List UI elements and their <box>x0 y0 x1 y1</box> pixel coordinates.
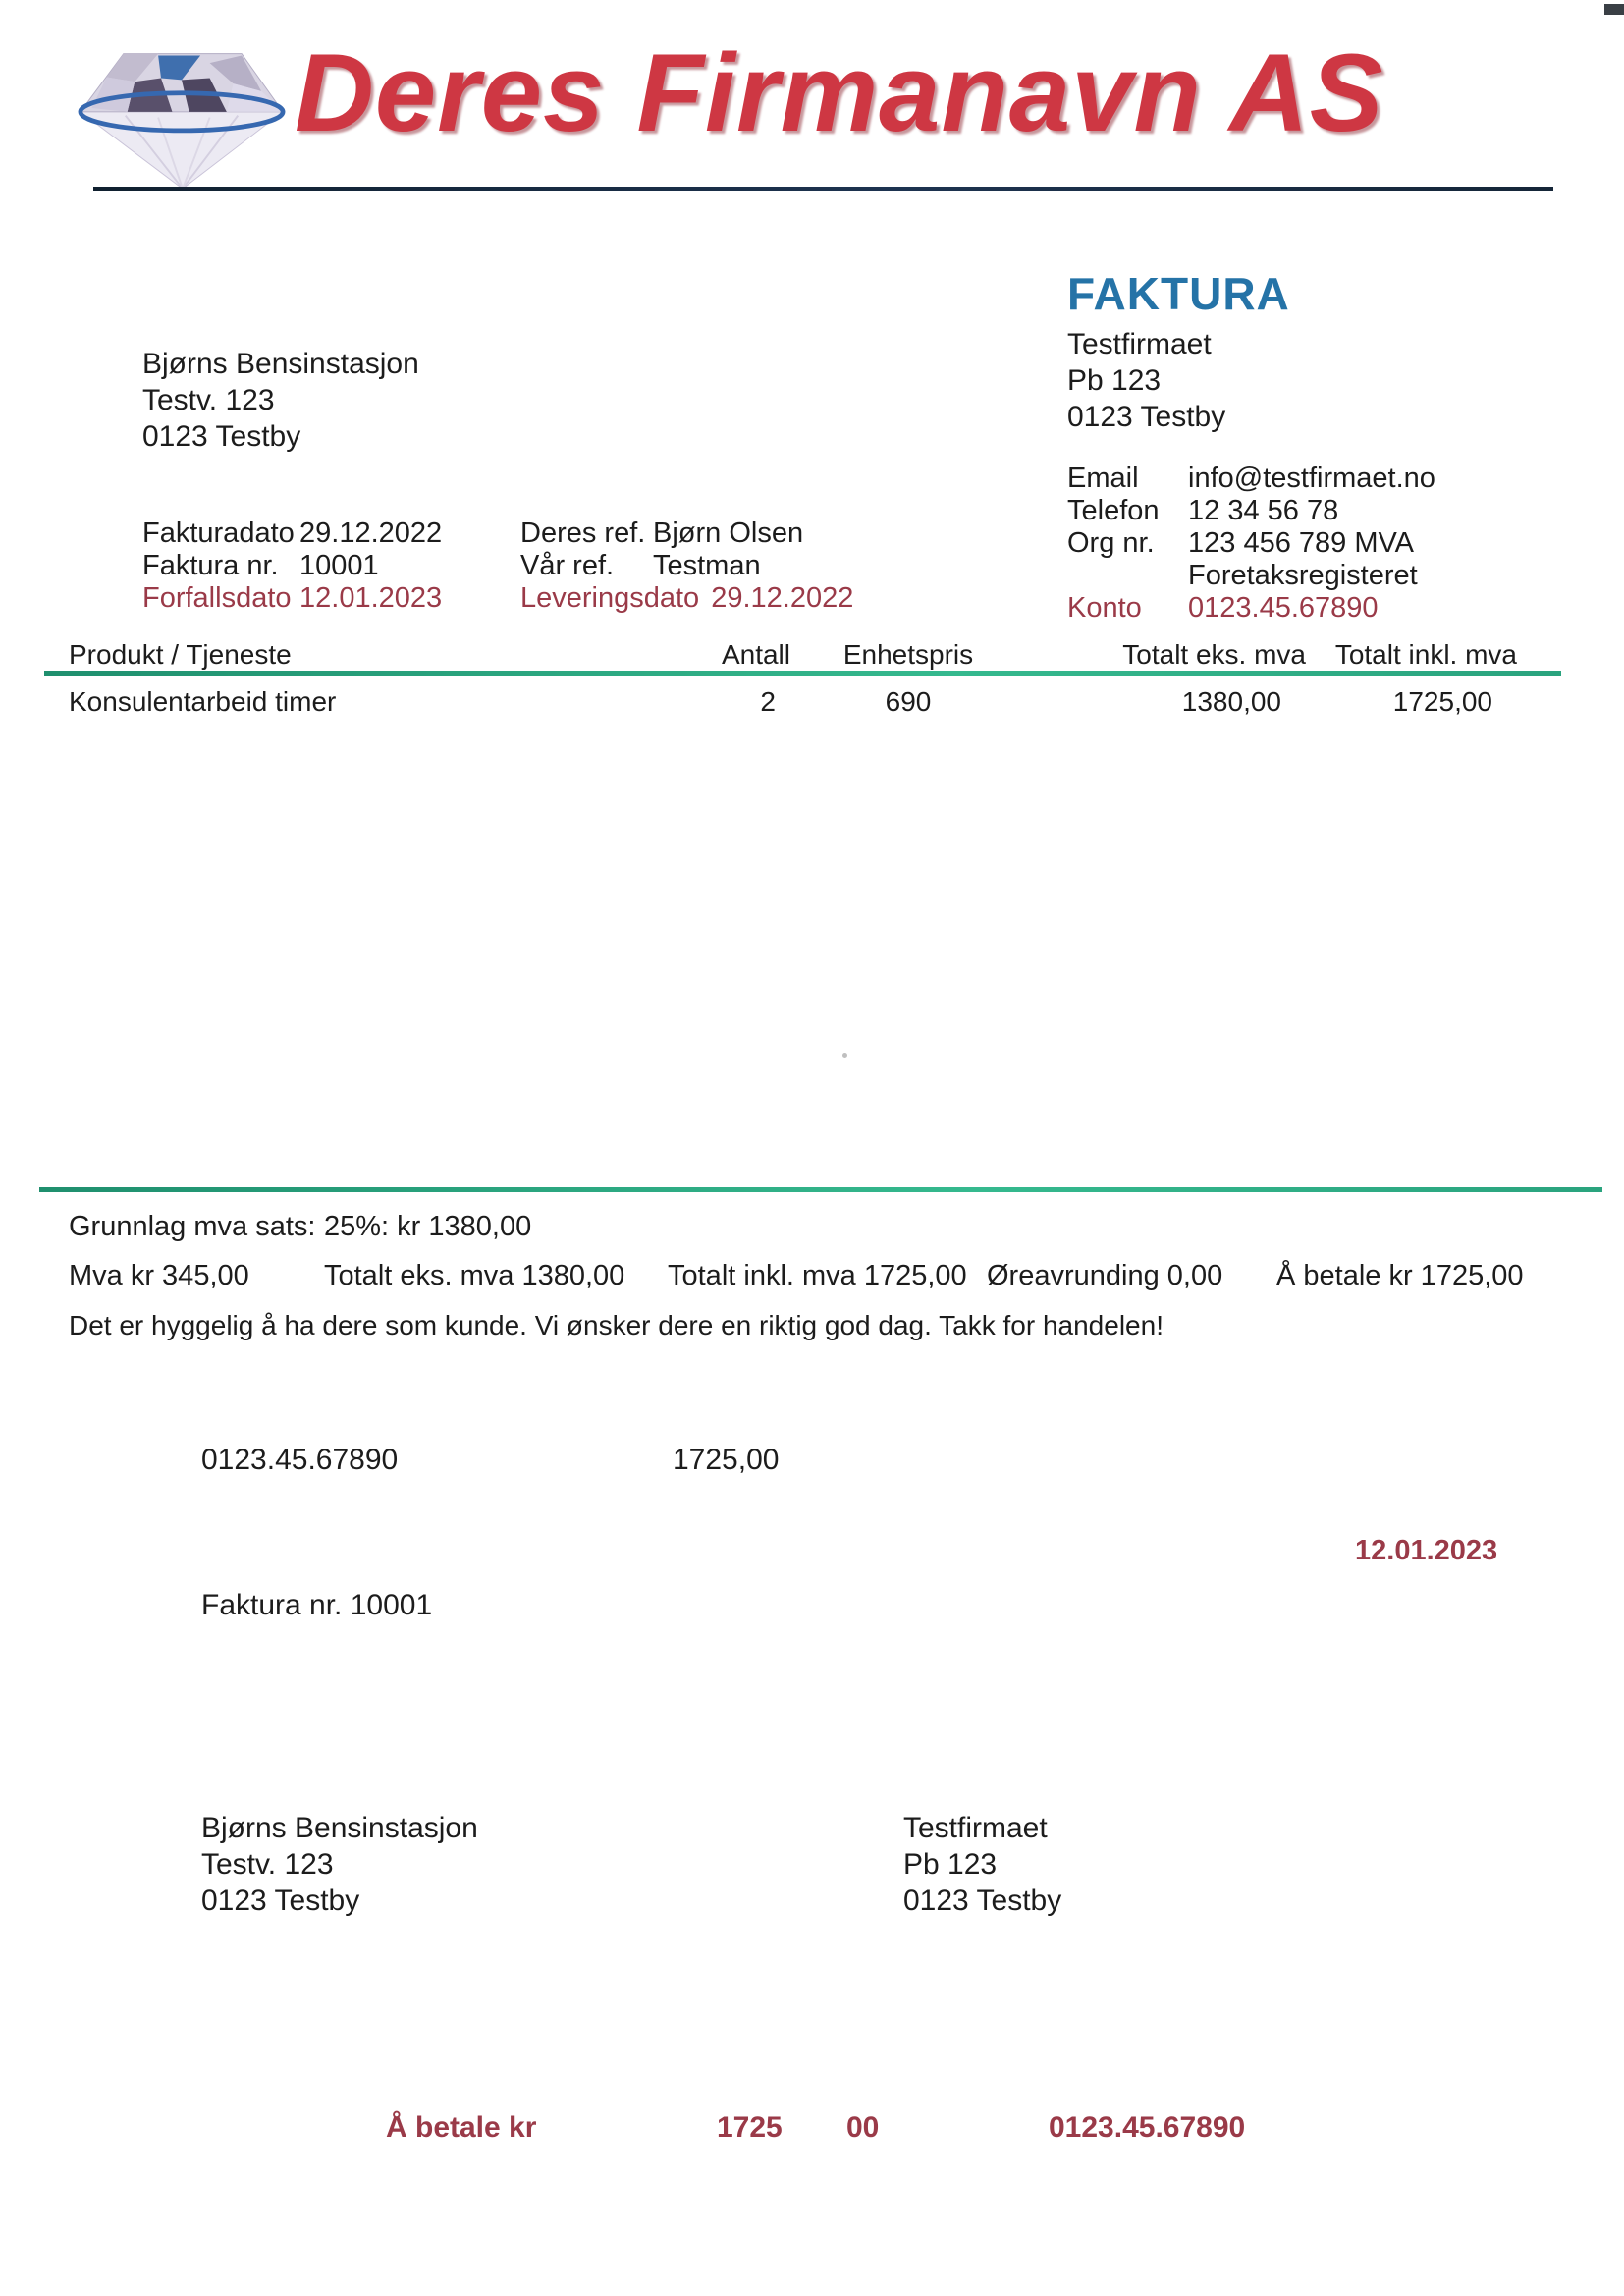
meta-label: Forfallsdato <box>142 582 292 614</box>
sender-street: Pb 123 <box>1067 364 1162 397</box>
recipient-address <box>142 346 419 455</box>
meta-value: Bjørn Olsen <box>653 518 804 549</box>
contact-label: Telefon <box>1067 495 1160 526</box>
meta-invoice-number <box>142 550 379 582</box>
meta-value: Testman <box>653 550 761 581</box>
cell-total-inc-vat: 1725,00 <box>1392 686 1492 717</box>
col-header-quantity: Antall <box>721 639 790 670</box>
cell-quantity: 2 <box>760 686 776 717</box>
cell-unit-price: 690 <box>885 686 932 717</box>
contact-phone <box>1067 495 1338 527</box>
meta-label: Leveringsdato <box>520 582 700 614</box>
scan-corner-artifact <box>1604 4 1624 15</box>
contact-orgnr <box>1067 527 1414 560</box>
col-header-product: Produkt / Tjeneste <box>69 639 292 670</box>
meta-value: 29.12.2022 <box>711 582 854 614</box>
meta-our-ref <box>520 550 761 582</box>
meta-label: Fakturadato <box>142 518 295 549</box>
meta-delivery-date <box>520 582 853 615</box>
cell-product: Konsulentarbeid timer <box>69 686 337 717</box>
meta-label: Vår ref. <box>520 550 615 581</box>
giro-account-number: 0123.45.67890 <box>201 1444 399 1476</box>
payee-name: Testfirmaet <box>903 1812 1048 1844</box>
contact-label: Org nr. <box>1067 527 1155 559</box>
payer-street: Testv. 123 <box>201 1848 334 1881</box>
col-header-unit-price: Enhetspris <box>842 639 974 670</box>
document-title: FAKTURA <box>1067 268 1290 319</box>
pay-line-ore: 00 <box>846 2111 880 2144</box>
summary-amount-due: Å betale kr 1725,00 <box>1276 1260 1524 1291</box>
scan-speck <box>842 1053 847 1058</box>
contact-value: info@testfirmaet.no <box>1188 463 1435 494</box>
vat-basis-value: 25%: kr 1380,00 <box>324 1211 532 1242</box>
sender-name: Testfirmaet <box>1067 328 1212 360</box>
recipient-name: Bjørns Bensinstasjon <box>142 348 419 380</box>
diamond-logo-icon <box>69 26 295 191</box>
meta-your-ref <box>520 518 803 550</box>
payee-city: 0123 Testby <box>903 1885 1062 1917</box>
meta-label: Deres ref. <box>520 518 646 549</box>
recipient-street: Testv. 123 <box>142 384 275 416</box>
summary-rounding: Øreavrunding 0,00 <box>987 1260 1223 1291</box>
contact-value: 0123.45.67890 <box>1188 592 1379 624</box>
col-header-total-ex-vat: Totalt eks. mva <box>1122 639 1306 670</box>
giro-amount: 1725,00 <box>673 1444 780 1476</box>
giro-due-date: 12.01.2023 <box>1355 1535 1498 1566</box>
pay-line-label: Å betale kr <box>386 2111 537 2144</box>
meta-value: 12.01.2023 <box>299 582 443 614</box>
contact-value: 12 34 56 78 <box>1188 495 1339 526</box>
thank-you-message: Det er hyggelig å ha dere som kunde. Vi ønsker dere en riktig god dag. Takk for handelen! <box>69 1310 1164 1340</box>
contact-email <box>1067 463 1435 495</box>
giro-payee-address <box>903 1810 1061 1919</box>
meta-value: 10001 <box>299 550 379 581</box>
meta-invoice-date <box>142 518 442 550</box>
table-header-divider <box>44 671 1561 676</box>
contact-register <box>1067 560 1418 592</box>
sender-city: 0123 Testby <box>1067 401 1226 433</box>
payee-street: Pb 123 <box>903 1848 998 1881</box>
summary-vat-amount: Mva kr 345,00 <box>69 1260 249 1291</box>
recipient-city: 0123 Testby <box>142 420 301 453</box>
meta-due-date <box>142 582 442 615</box>
giro-invoice-reference: Faktura nr. 10001 <box>201 1589 433 1621</box>
header-divider <box>93 187 1553 191</box>
payer-city: 0123 Testby <box>201 1885 360 1917</box>
pay-line-account: 0123.45.67890 <box>1049 2111 1246 2144</box>
giro-payer-address <box>201 1810 478 1919</box>
summary-divider <box>39 1187 1602 1192</box>
summary-total-inc-vat: Totalt inkl. mva 1725,00 <box>668 1260 967 1291</box>
vat-basis-label: Grunnlag mva sats: <box>69 1211 316 1242</box>
contact-value: 123 456 789 MVA <box>1188 527 1415 559</box>
contact-label: Konto <box>1067 592 1142 624</box>
contact-account <box>1067 592 1379 625</box>
company-name: Deres Firmanavn AS <box>295 31 1384 154</box>
payer-name: Bjørns Bensinstasjon <box>201 1812 478 1844</box>
summary-total-ex-vat: Totalt eks. mva 1380,00 <box>324 1260 625 1291</box>
sender-address <box>1067 326 1225 435</box>
col-header-total-inc-vat: Totalt inkl. mva <box>1334 639 1517 670</box>
contact-label: Email <box>1067 463 1139 494</box>
pay-line-kroner: 1725 <box>717 2111 783 2144</box>
meta-value: 29.12.2022 <box>299 518 443 549</box>
contact-value: Foretaksregisteret <box>1188 560 1418 591</box>
cell-total-ex-vat: 1380,00 <box>1181 686 1281 717</box>
meta-label: Faktura nr. <box>142 550 279 581</box>
